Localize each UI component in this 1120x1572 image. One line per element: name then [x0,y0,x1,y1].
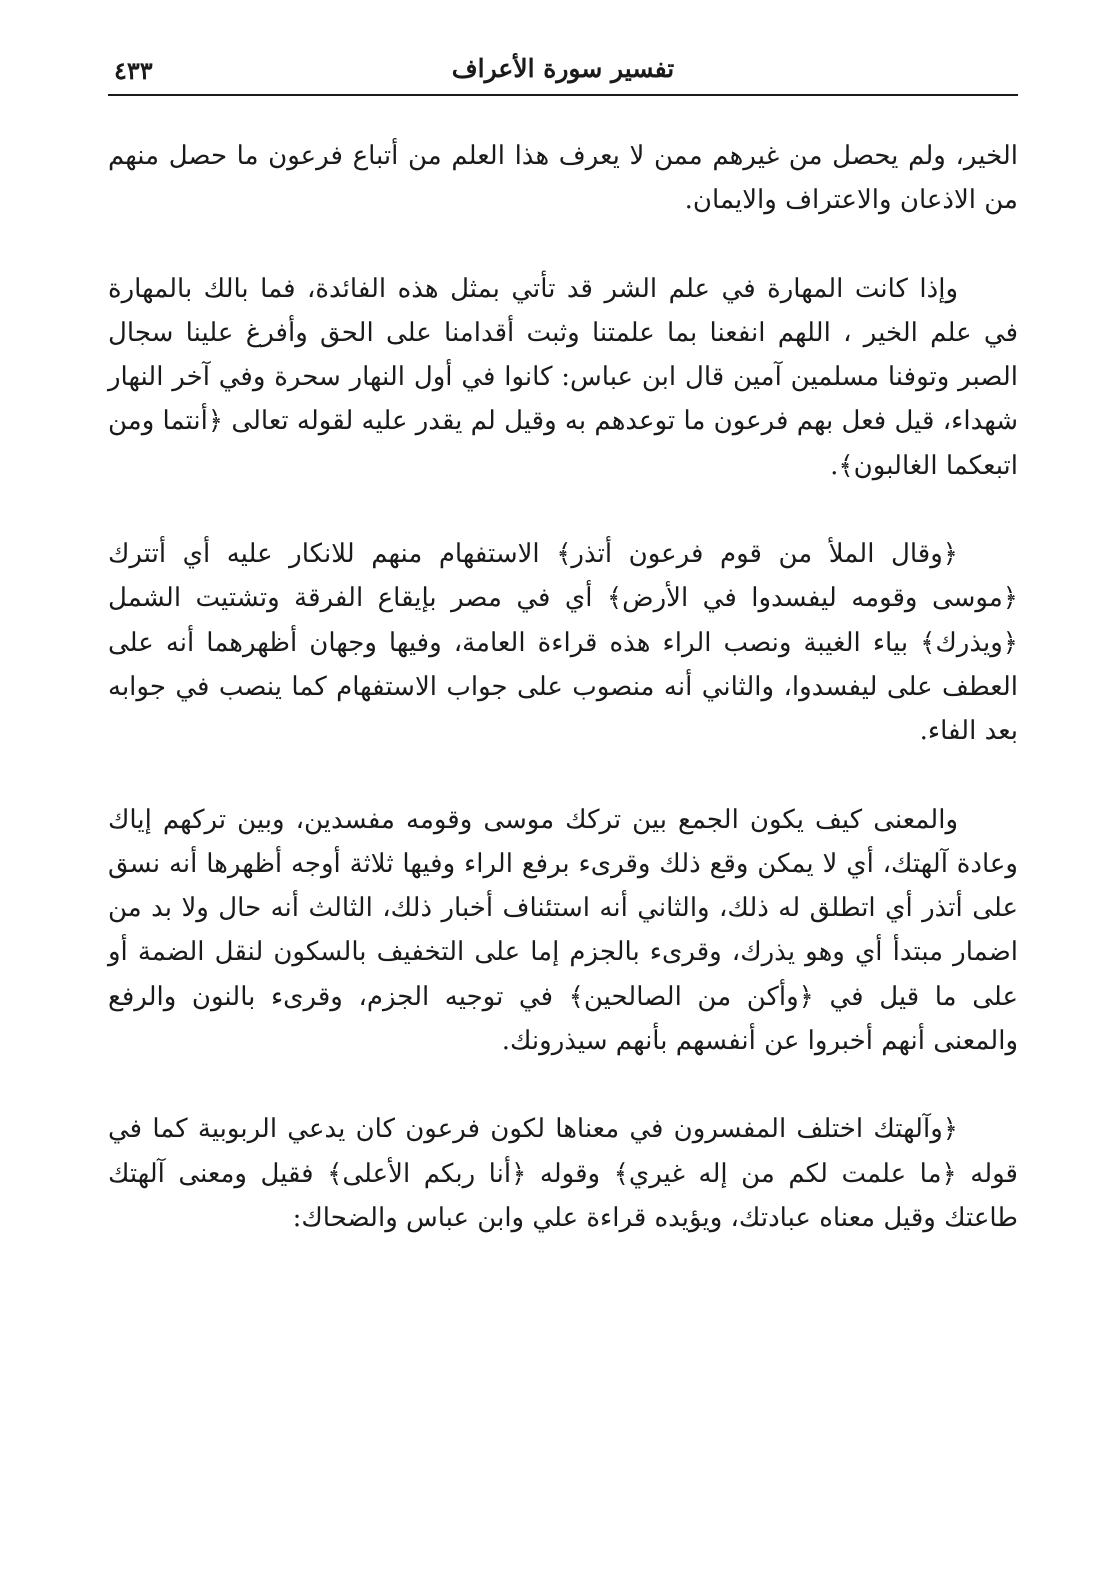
paragraph-5: ﴿وآلهتك اختلف المفسرون في معناها لكون فرعون كان يدعي الربوبية كما في قوله ﴿ما علمت لكم من إله غيري﴾ وقوله ﴿أنا ربكم الأعلى﴾ فقيل ومعنى آلهتك طاعتك وقيل معناه عبادتك، ويؤيده قراءة علي وابن عباس والضحاك: [108,1114,1018,1233]
paragraph-2: وإذا كانت المهارة في علم الشر قد تأتي بمثل هذه الفائدة، فما بالك بالمهارة في علم الخير ، اللهم انفعنا بما علمتنا وثبت أقدامنا على الحق وأفرغ علينا سجال الصبر وتوفنا مسلمين آمين قال ابن عباس: كانوا في أول النهار سحرة وفي آخر النهار شهداء، قيل فعل بهم فرعون ما توعدهم به وقيل لم يقدر عليه لقوله تعالى ﴿أنتما ومن اتبعكما الغالبون﴾. [108,273,1018,481]
running-header [108,52,1018,96]
body-text [108,134,1018,1240]
book-page [108,52,1018,1542]
page-number: ٤٣٣ [114,56,153,85]
paragraph-1: الخير، ولم يحصل من غيرهم ممن لا يعرف هذا العلم من أتباع فرعون ما حصل منهم من الاذعان والاعتراف والايمان. [108,141,1018,216]
paragraph-4: والمعنى كيف يكون الجمع بين تركك موسى وقومه مفسدين، وبين تركهم إياك وعادة آلهتك، أي لا يمكن وقع ذلك وقرىء برفع الراء وفيها ثلاثة أوجه أظهرها أنه نسق على أتذر أي اتطلق له ذلك، والثاني أنه استئناف أخبار ذلك، الثالث أنه حال ولا بد من اضمار مبتدأ أي وهو يذرك، وقرىء بالجزم إما على التخفيف بالسكون لنقل الضمة أو على ما قيل في ﴿وأكن من الصالحين﴾ في توجيه الجزم، وقرىء بالنون والرفع والمعنى أنهم أخبروا عن أنفسهم بأنهم سيذرونك. [108,804,1018,1057]
paragraph-3: ﴿وقال الملأ من قوم فرعون أتذر﴾ الاستفهام منهم للانكار عليه أي أتترك ﴿موسى وقومه ليفسدوا في الأرض﴾ أي في مصر بإيقاع الفرقة وتشتيت الشمل ﴿ويذرك﴾ بياء الغيبة ونصب الراء هذه قراءة العامة، وفيها وجهان أظهرهما أنه على العطف على ليفسدوا، والثاني أنه منصوب على جواب الاستفهام كما ينصب في جوابه بعد الفاء. [108,539,1018,747]
page-title: تفسير سورة الأعراف [451,54,675,83]
